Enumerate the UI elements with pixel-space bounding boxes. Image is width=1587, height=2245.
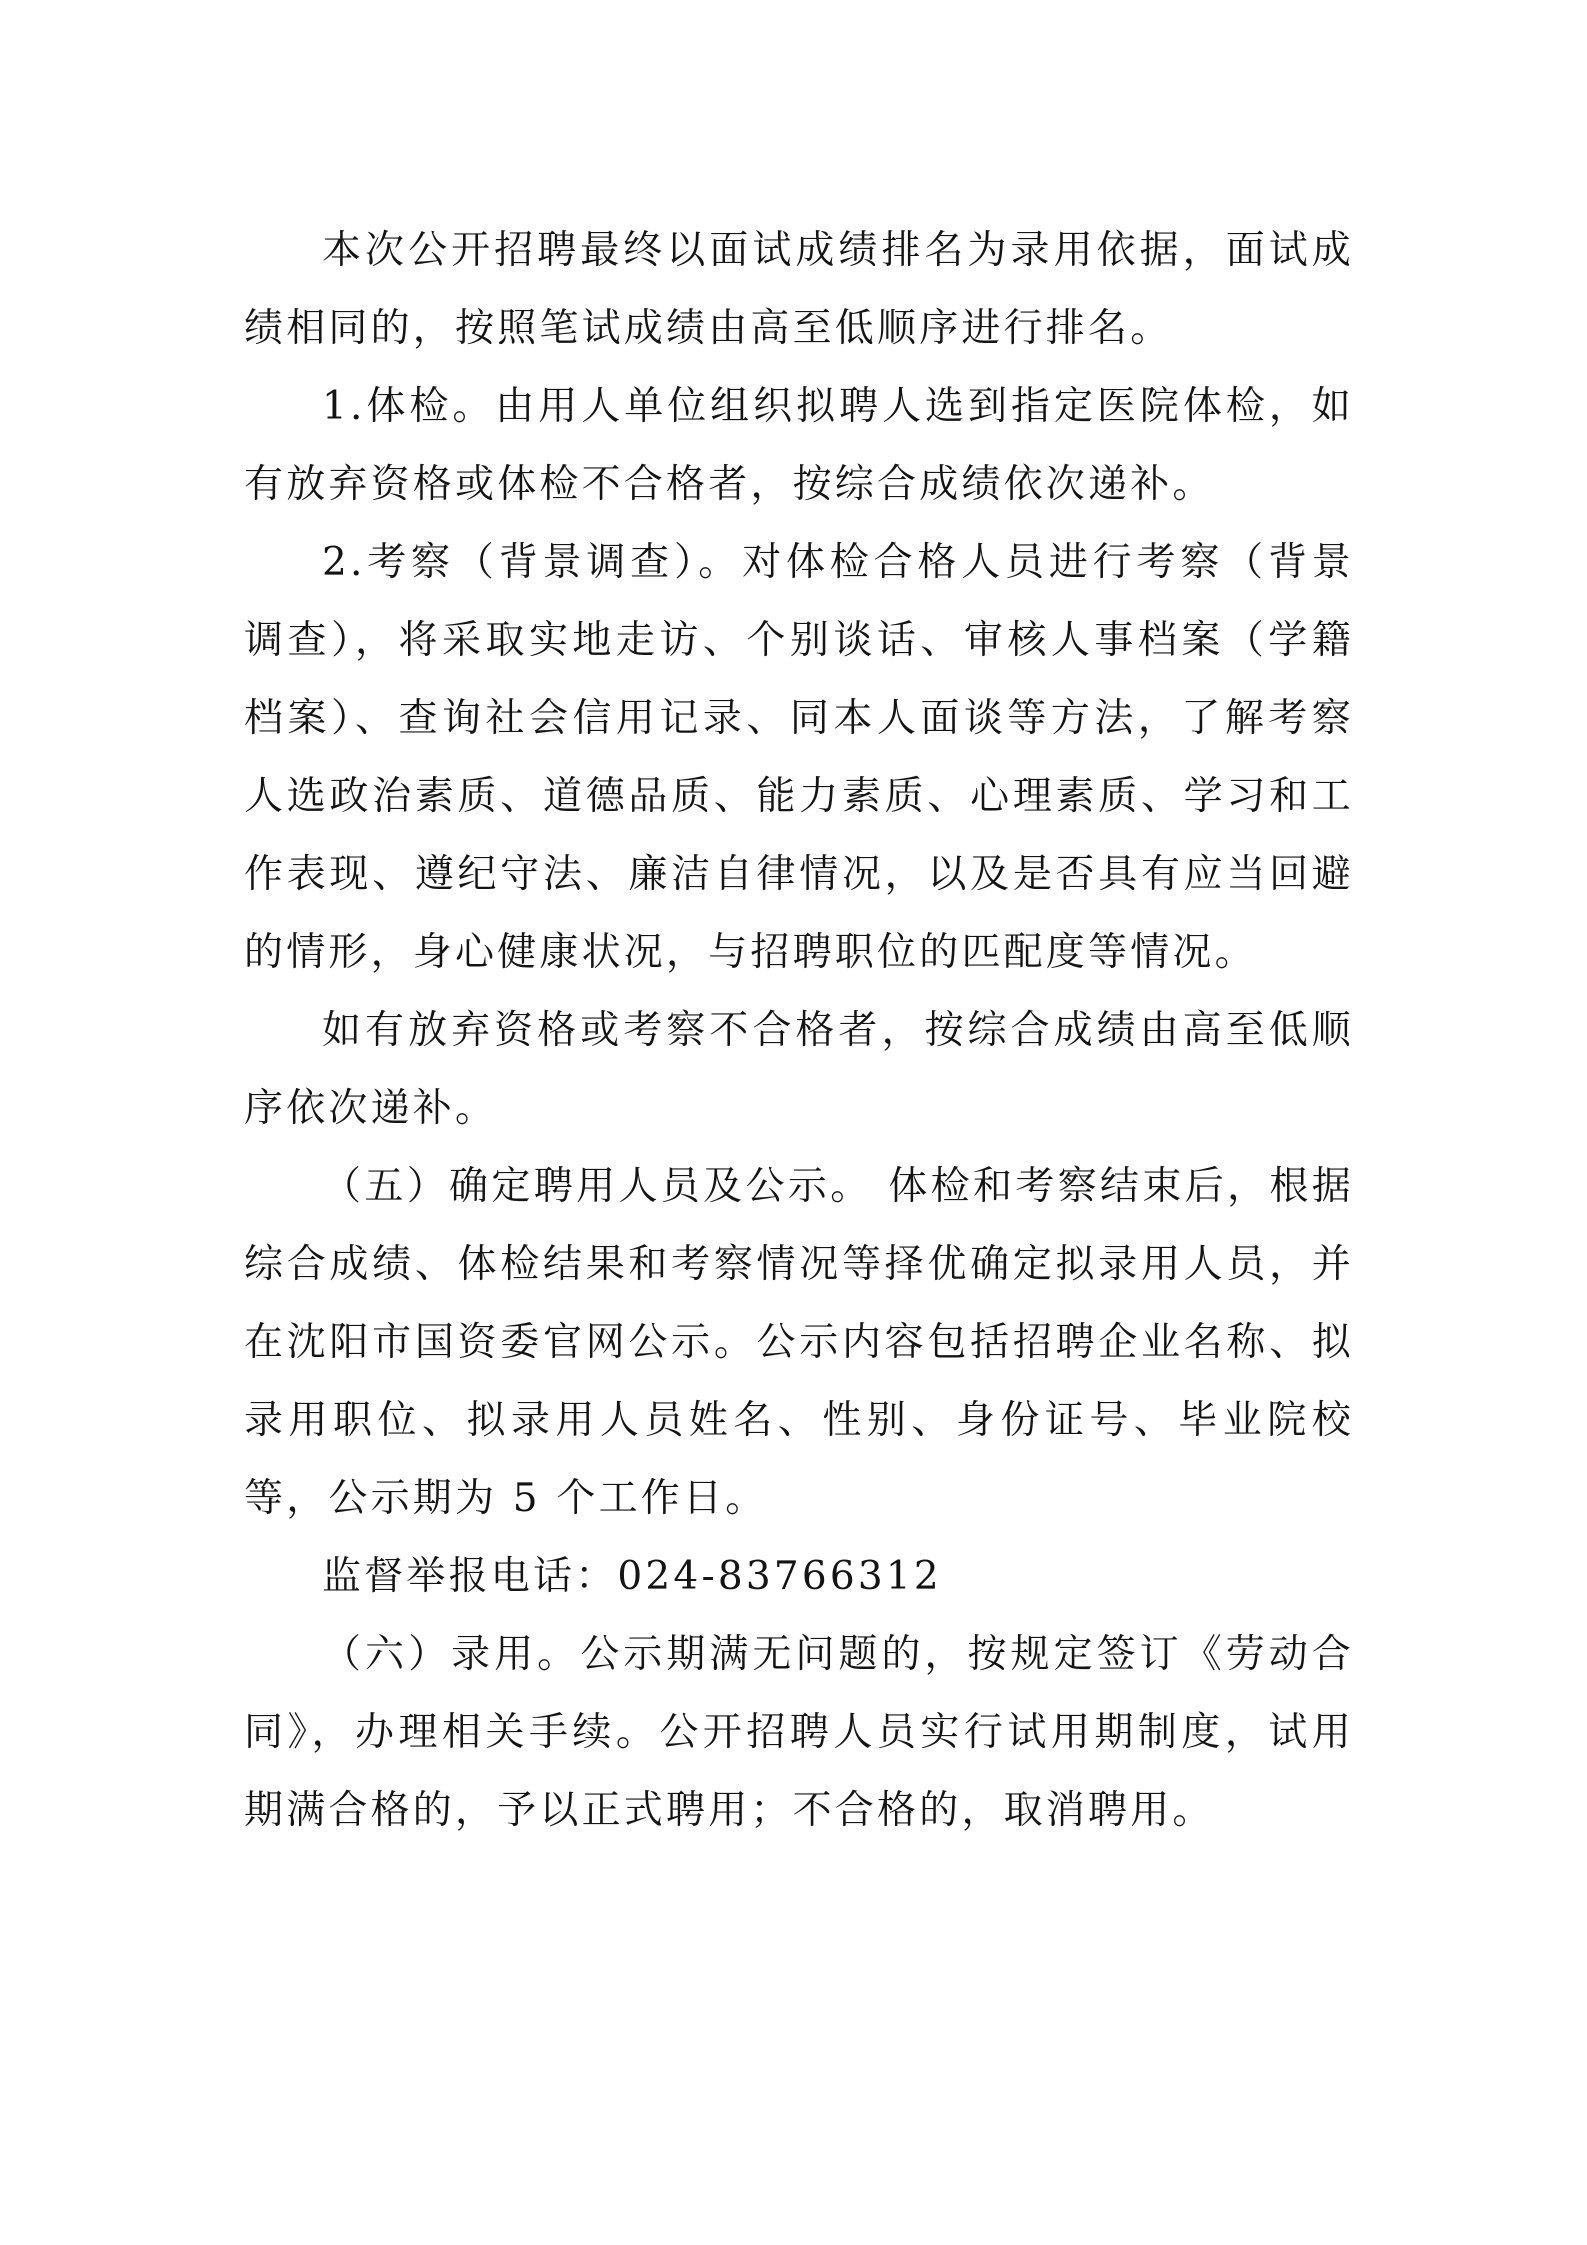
paragraph-section-6 [244,1616,1354,1850]
section-5-heading: （五）确定聘用人员及公示。 [322,1164,873,1209]
document-body [244,212,1354,1850]
paragraph-ranking-basis: 本次公开招聘最终以面试成绩排名为录用依据，面试成绩相同的，按照笔试成绩由高至低顺序进行排名。 [244,228,1354,351]
section-6-body: 公示期满无问题的，按规定签订《劳动合同》，办理相关手续。公开招聘人员实行试用期制度，试用期满合格的，予以正式聘用；不合格的，取消聘用。 [244,1632,1355,1833]
section-6-heading: （六）录用。 [322,1632,581,1677]
paragraph-replacement: 如有放弃资格或考察不合格者，按综合成绩由高至低顺序依次递补。 [244,1008,1354,1131]
section-5-body: 体检和考察结束后，根据综合成绩、体检结果和考察情况等择优确定拟录用人员，并在沈阳市国资委官网公示。公示内容包括招聘企业名称、拟录用职位、拟录用人员姓名、性别、身份证号、毕业院校等，公示期为 5 个工作日。 [244,1164,1354,1521]
paragraph-section-5 [244,1148,1354,1538]
paragraph-background-check: 2.考察（背景调查）。对体检合格人员进行考察（背景调查），将采取实地走访、个别谈话、审核人事档案（学籍档案）、查询社会信用记录、同本人面谈等方法，了解考察人选政治素质、道德品质、能力素质、心理素质、学习和工作表现、遵纪守法、廉洁自律情况，以及是否具有应当回避的情形，身心健康状况，与招聘职位的匹配度等情况。 [244,540,1354,975]
paragraph-hotline: 监督举报电话：024-83766312 [322,1554,942,1599]
paragraph-physical-exam: 1.体检。由用人单位组织拟聘人选到指定医院体检，如有放弃资格或体检不合格者，按综合成绩依次递补。 [244,384,1354,507]
